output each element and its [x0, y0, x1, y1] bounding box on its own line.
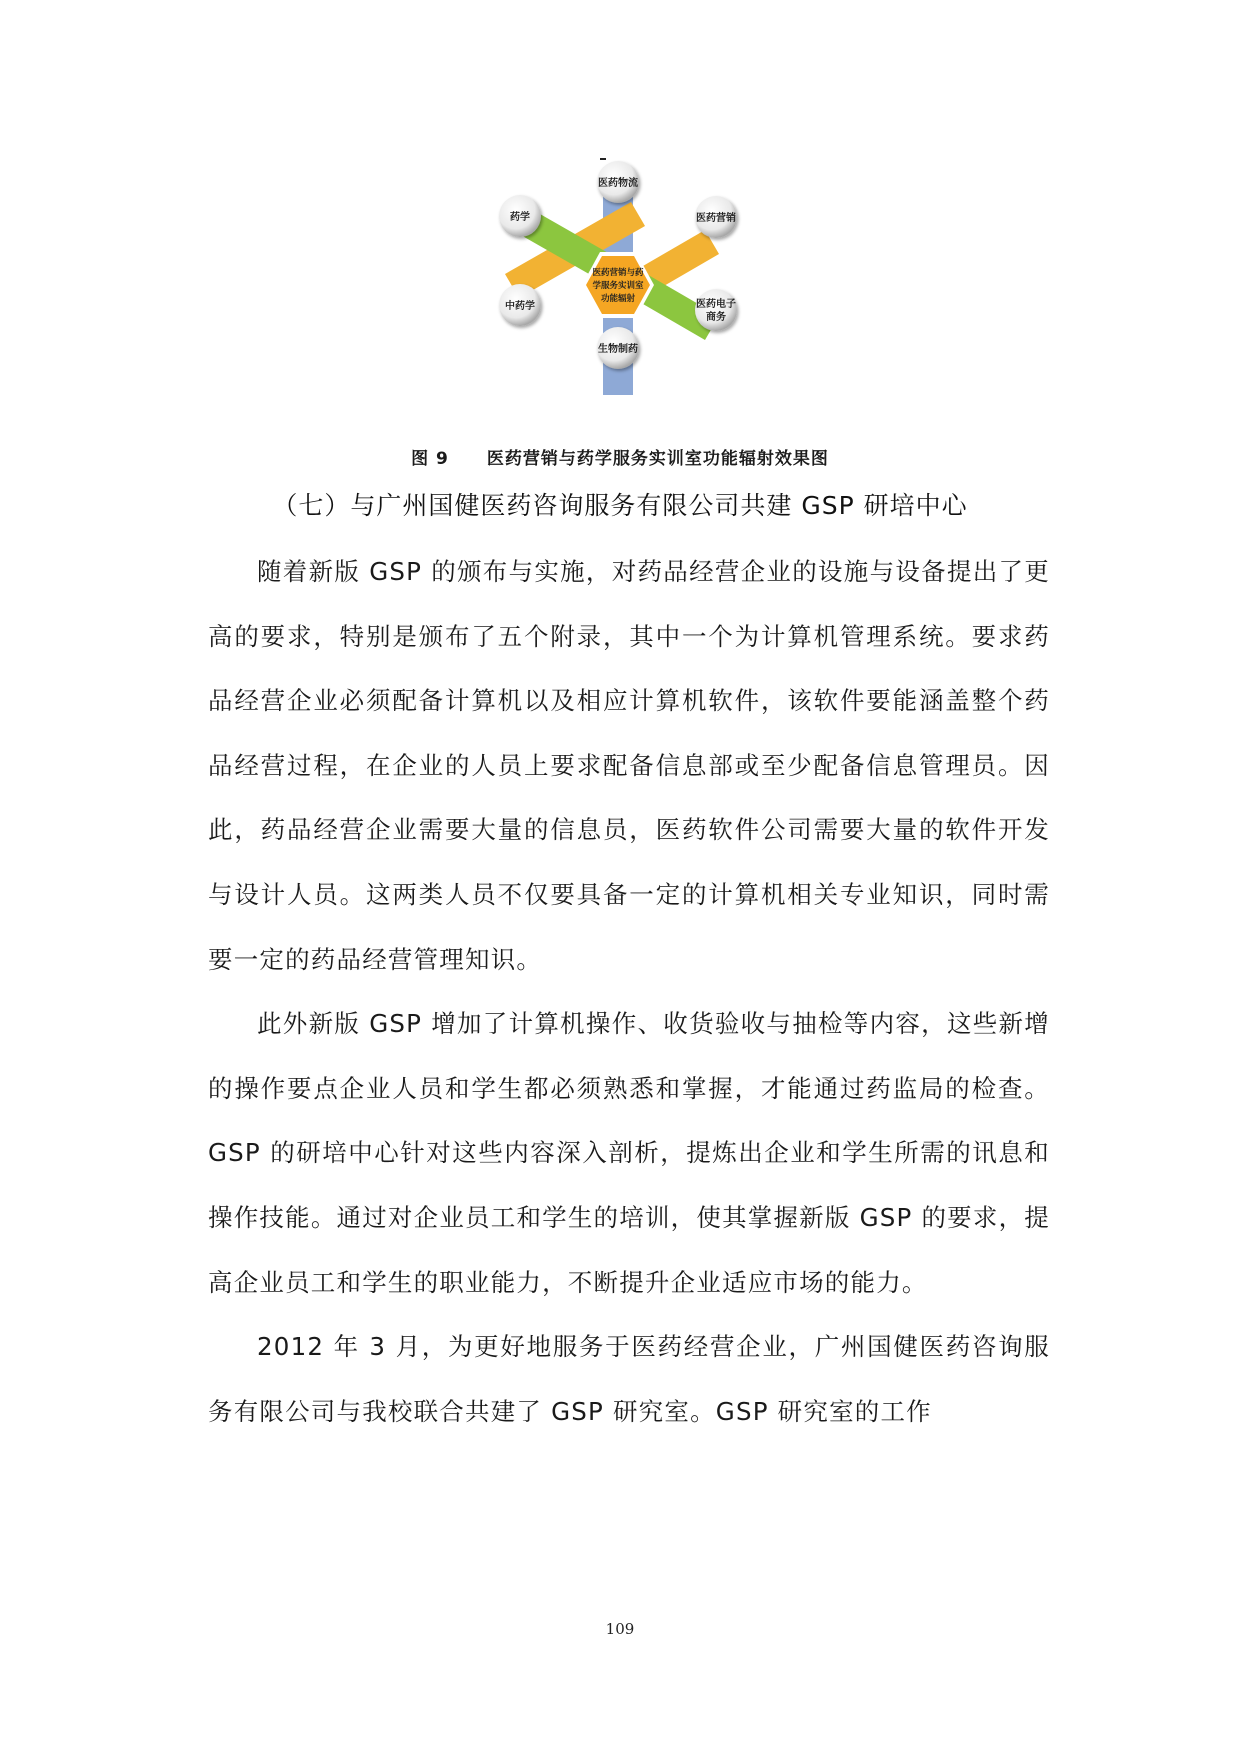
node-bottom-right-label-2: 商务 — [706, 312, 726, 323]
node-top-label: 医药物流 — [598, 178, 638, 189]
radiation-diagram — [480, 160, 750, 410]
center-label-line-1: 医药营销与药 — [592, 268, 644, 278]
section-heading: （七）与广州国健医药咨询服务有限公司共建 GSP 研培中心 — [272, 491, 968, 520]
node-bottom-left-label: 中药学 — [505, 301, 535, 312]
diagram-svg — [480, 160, 750, 410]
figure-number: 图 9 — [411, 449, 449, 469]
paragraph-2: 此外新版 GSP 增加了计算机操作、收货验收与抽检等内容，这些新增的操作要点企业人员和学生都必须熟悉和掌握，才能通过药监局的检查。 GSP 的研培中心针对这些内容深入剖析，提炼出企业和学生所需的讯息和操作技能。通过对企业员工和学生的培训，使其掌握新版 GSP 的要求，提高企业员工和学生的职业能力，不断提升企业适应市场的能力。 — [208, 1009, 1050, 1297]
node-top-right-label: 医药营销 — [696, 213, 736, 224]
center-label-line-3: 功能辐射 — [600, 294, 636, 304]
figure-caption — [0, 444, 1240, 469]
center-label-line-2: 学服务实训室 — [592, 281, 644, 291]
node-bottom — [597, 327, 639, 369]
node-top-right — [695, 196, 737, 238]
figure-title: 医药营销与药学服务实训室功能辐射效果图 — [486, 449, 829, 469]
node-bottom-right — [695, 289, 737, 331]
body-text — [208, 540, 1050, 1444]
node-bottom-right-ball — [695, 289, 737, 331]
node-top-left-label: 药学 — [510, 212, 530, 223]
paragraph-3: 2012 年 3 月，为更好地服务于医药经营企业，广州国健医药咨询服务有限公司与我校联合共建了 GSP 研究室。GSP 研究室的工作 — [208, 1332, 1050, 1426]
paragraph-1: 随着新版 GSP 的颁布与实施，对药品经营企业的设施与设备提出了更高的要求，特别是颁布了五个附录，其中一个为计算机管理系统。要求药品经营企业必须配备计算机以及相应计算机软件，该软件要能涵盖整个药品经营过程，在企业的人员上要求配备信息部或至少配备信息管理员。因此，药品经营企业需要大量的信息员，医药软件公司需要大量的软件开发与设计人员。这两类人员不仅要具备一定的计算机相关专业知识，同时需要一定的药品经营管理知识。 — [208, 557, 1050, 974]
node-top-left — [499, 195, 541, 237]
node-top — [597, 161, 639, 203]
node-bottom-left — [499, 284, 541, 326]
node-bottom-right-label-1: 医药电子 — [696, 299, 736, 310]
page-number: 109 — [605, 1620, 635, 1638]
node-bottom-label: 生物制药 — [598, 344, 638, 355]
